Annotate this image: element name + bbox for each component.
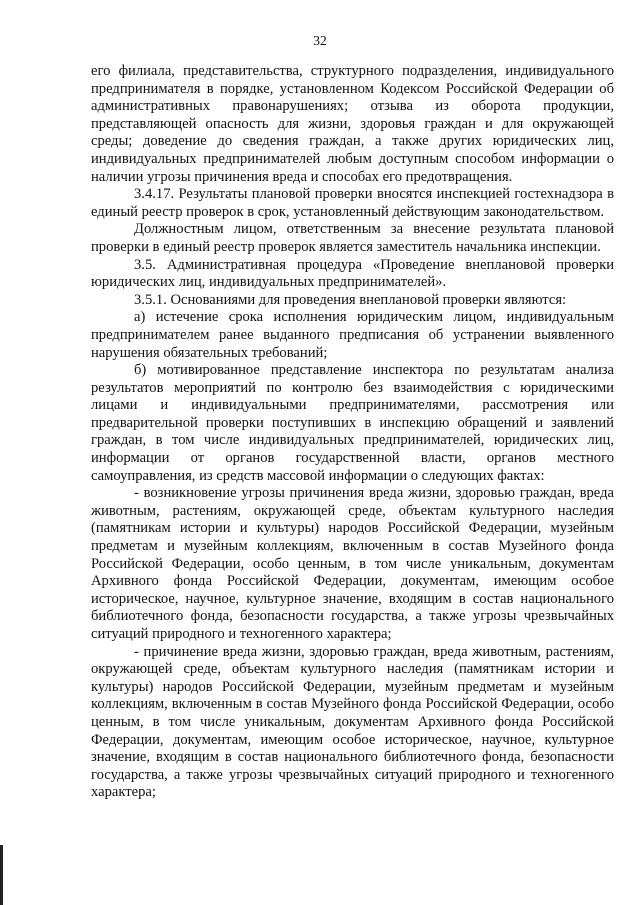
paragraph: 3.5. Административная процедура «Проведение внеплановой проверки юридических лиц, индивидуальных предпринимателей». <box>91 256 614 291</box>
paragraph: - причинение вреда жизни, здоровью граждан, вреда животным, растениям, окружающей среде, объектам культурного наследия (памятникам истории и культуры) народов Российской Федерации, музейным предметам и музейным коллекциям, включенным в состав Музейного фонда Российской Федерации, особо ценным, в том числе уникальным, документам Архивного фонда Российской Федерации, документам, имеющим особое историческое, научное, культурное значение, входящим в состав национального библиотечного фонда, безопасности государства, а также угрозы чрезвычайных ситуаций природного и техногенного характера; <box>91 643 614 801</box>
page-number: 32 <box>313 33 327 48</box>
paragraph: его филиала, представительства, структурного подразделения, индивидуального предпринимателя в порядке, установленном Кодексом Российской Федерации об административных правонарушениях; отзыва из оборота продукции, представляющей опасность для жизни, здоровья граждан и для окружающей среды; доведение до сведения граждан, а также других юридических лиц, индивидуальных предпринимателей любым доступным способом информации о наличии угрозы причинения вреда и способах его предотвращения. <box>91 63 614 185</box>
paragraph: б) мотивированное представление инспектора по результатам анализа результатов мероприятий по контролю без взаимодействия с юридическими лицами и индивидуальными предпринимателями, рассмотрения или предварительной проверки поступивших в инспекцию обращений и заявлений граждан, в том числе индивидуальных предпринимателей, юридических лиц, информации от органов государственной власти, органов местного самоуправления, из средств массовой информации о следующих фактах: <box>91 362 614 484</box>
paragraph: - возникновение угрозы причинения вреда жизни, здоровью граждан, вреда животным, растениям, окружающей среде, объектам культурного наследия (памятникам истории и культуры) народов Российской Федерации, музейным предметам и музейным коллекциям, включенным в состав Музейного фонда Российской Федерации, особо ценным, в том числе уникальным, документам Архивного фонда Российской Федерации, документам, имеющим особое историческое, научное, культурное значение, входящим в состав национального библиотечного фонда, безопасности государства, а также угрозы чрезвычайных ситуаций природного и техногенного характера; <box>91 485 614 642</box>
paragraph: 3.5.1. Основаниями для проведения внеплановой проверки являются: <box>134 291 567 308</box>
paragraph: Должностным лицом, ответственным за внесение результата плановой проверки в единый реестр проверок является заместитель начальника инспекции. <box>91 221 614 255</box>
paragraph: а) истечение срока исполнения юридическим лицом, индивидуальным предпринимателем ранее выданного предписания об устранении выявленного нарушения обязательных требований; <box>91 309 614 361</box>
scan-edge-mark <box>0 845 3 905</box>
document-body <box>91 63 614 802</box>
paragraph: 3.4.17. Результаты плановой проверки вносятся инспекцией гостехнадзора в единый реестр проверок в срок, установленный действующим законодательством. <box>91 186 614 220</box>
